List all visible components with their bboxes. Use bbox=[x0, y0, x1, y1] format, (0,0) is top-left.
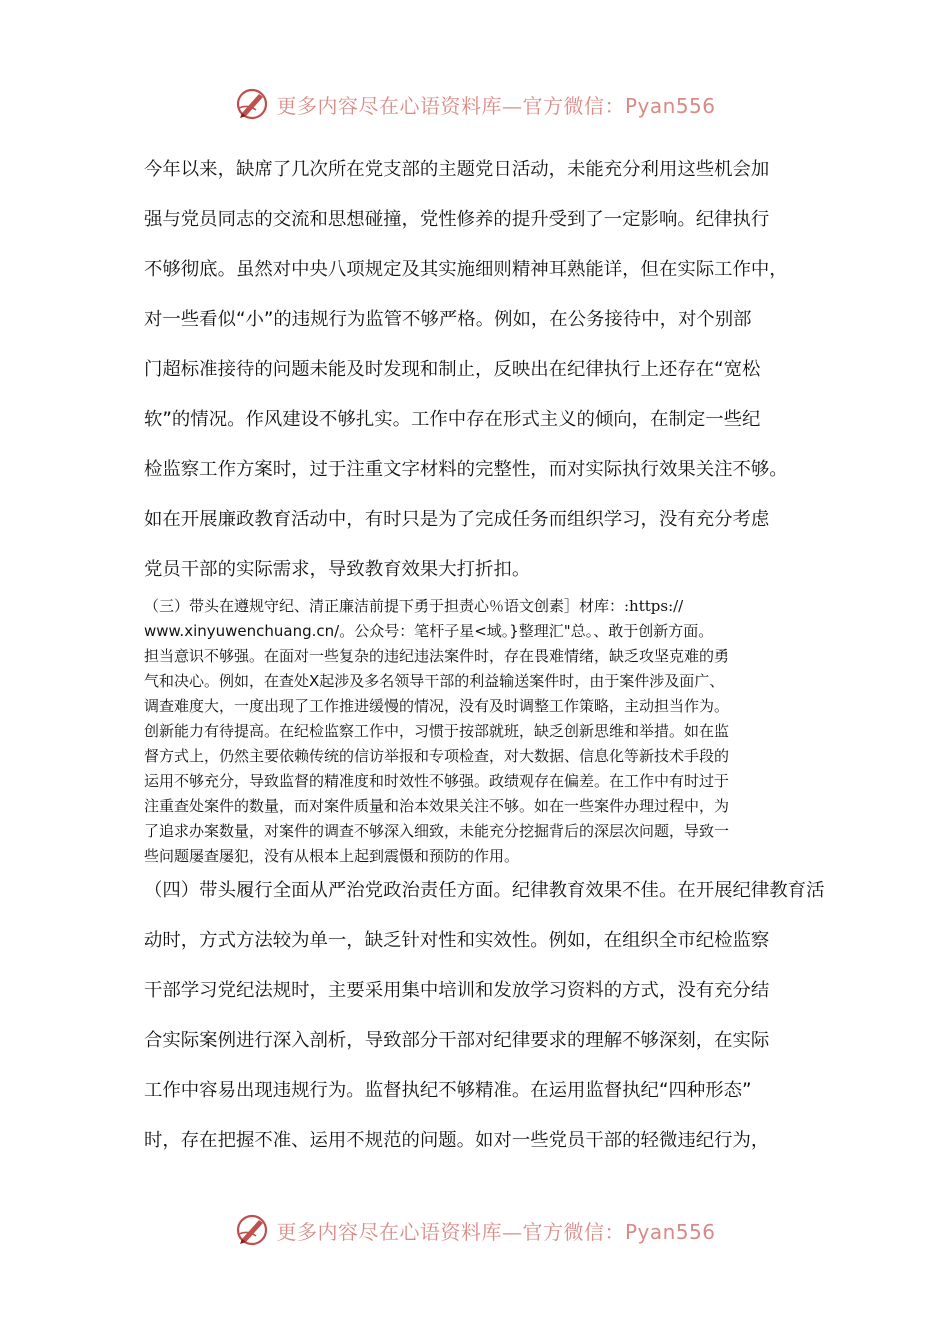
text-line: 不够彻底。虽然对中央八项规定及其实施细则精神耳熟能详，但在实际工作中， bbox=[144, 259, 788, 280]
text-line: （三）带头在遵规守纪、清正廉洁前提下勇于担责心％语文创素］材库：:https:// bbox=[144, 597, 684, 615]
text-line: 检监察工作方案时，过于注重文字材料的完整性，而对实际执行效果关注不够。 bbox=[144, 459, 788, 480]
banner-wechat-id: Pyan556 bbox=[624, 1219, 716, 1244]
pen-logo-icon bbox=[234, 86, 270, 122]
footer-banner bbox=[0, 1210, 950, 1250]
banner-text bbox=[276, 1216, 715, 1245]
pen-logo-icon bbox=[234, 1212, 270, 1248]
text-line: 些问题屡查屡犯，没有从根本上起到震慑和预防的作用。 bbox=[144, 847, 520, 865]
text-line: 督方式上，仍然主要依赖传统的信访举报和专项检查，对大数据、信息化等新技术手段的 bbox=[144, 747, 730, 765]
paragraph-3 bbox=[144, 866, 825, 1166]
text-line: 运用不够充分，导致监督的精准度和时效性不够强。政绩观存在偏差。在工作中有时过于 bbox=[144, 772, 730, 790]
text-line: 干部学习党纪法规时，主要采用集中培训和发放学习资料的方式，没有充分结 bbox=[144, 980, 770, 1001]
text-line: 软”的情况。作风建设不够扎实。工作中存在形式主义的倾向，在制定一些纪 bbox=[144, 409, 761, 430]
text-line: 合实际案例进行深入剖析，导致部分干部对纪律要求的理解不够深刻，在实际 bbox=[144, 1030, 770, 1051]
text-line: 对一些看似“小”的违规行为监管不够严格。例如，在公务接待中，对个别部 bbox=[144, 309, 752, 330]
text-line: 注重查处案件的数量，而对案件质量和治本效果关注不够。如在一些案件办理过程中，为 bbox=[144, 797, 730, 815]
text-line: （四）带头履行全面从严治党政治责任方面。纪律教育效果不佳。在开展纪律教育活 bbox=[144, 880, 825, 901]
text-line: 强与党员同志的交流和思想碰撞，党性修养的提升受到了一定影响。纪律执行 bbox=[144, 209, 770, 230]
paragraph-1 bbox=[144, 145, 819, 595]
header-banner bbox=[0, 84, 950, 124]
text-line: 今年以来，缺席了几次所在党支部的主题党日活动，未能充分利用这些机会加 bbox=[144, 159, 770, 180]
banner-text-cn: 更多内容尽在心语资料库—官方微信： bbox=[276, 1219, 625, 1244]
paragraph-2 bbox=[144, 594, 819, 869]
banner-text bbox=[276, 90, 715, 119]
text-line: 调查难度大，一度出现了工作推进缓慢的情况，没有及时调整工作策略，主动担当作为。 bbox=[144, 697, 730, 715]
text-line: 气和决心。例如，在查处X起涉及多名领导干部的利益输送案件时，由于案件涉及面广、 bbox=[144, 672, 725, 690]
text-line: 了追求办案数量，对案件的调查不够深入细致，未能充分挖掘背后的深层次问题，导致一 bbox=[144, 822, 730, 840]
text-line: 时，存在把握不准、运用不规范的问题。如对一些党员干部的轻微违纪行为， bbox=[144, 1130, 770, 1151]
text-line: 党员干部的实际需求，导致教育效果大打折扣。 bbox=[144, 559, 531, 580]
banner-wechat-id: Pyan556 bbox=[624, 93, 716, 118]
text-line: 门超标准接待的问题未能及时发现和制止，反映出在纪律执行上还存在“宽松 bbox=[144, 359, 761, 380]
text-line: 创新能力有待提高。在纪检监察工作中，习惯于按部就班，缺乏创新思维和举措。如在监 bbox=[144, 722, 730, 740]
text-line: 动时，方式方法较为单一，缺乏针对性和实效性。例如，在组织全市纪检监察 bbox=[144, 930, 770, 951]
banner-text-cn: 更多内容尽在心语资料库—官方微信： bbox=[276, 93, 625, 118]
text-line: 担当意识不够强。在面对一些复杂的违纪违法案件时，存在畏难情绪，缺乏攻坚克难的勇 bbox=[144, 647, 730, 665]
text-line: www.xinyuwenchuang.cn/。公众号：笔杆子星<域。}整理汇"总。、敢于创新方面。 bbox=[144, 622, 714, 640]
text-line: 工作中容易出现违规行为。监督执纪不够精准。在运用监督执纪“四种形态” bbox=[144, 1080, 752, 1101]
text-line: 如在开展廉政教育活动中，有时只是为了完成任务而组织学习，没有充分考虑 bbox=[144, 509, 770, 530]
